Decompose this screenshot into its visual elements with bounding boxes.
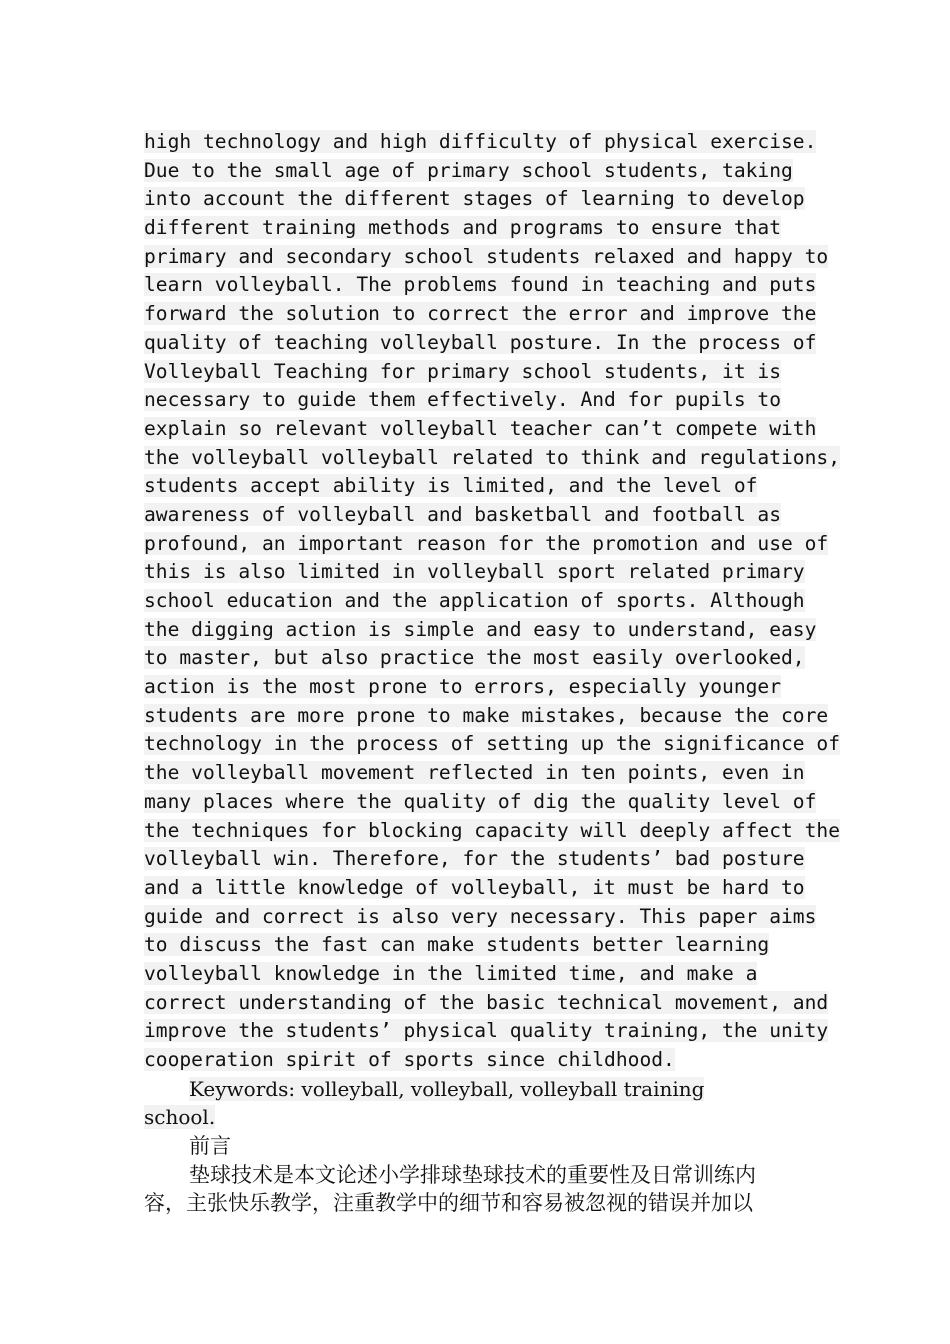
- body-text: [144, 128, 840, 1218]
- keywords-text-continued: school.: [144, 1105, 216, 1130]
- abstract-line-text: students are more prone to make mistakes, because the core: [144, 703, 829, 727]
- abstract-line-text: the volleyball volleyball related to think and regulations,: [144, 445, 840, 469]
- abstract-line: [144, 128, 824, 157]
- abstract-line-text: into account the different stages of learning to develop: [144, 187, 805, 211]
- abstract-line: [144, 702, 829, 731]
- abstract-line: [144, 616, 824, 645]
- abstract-line: [144, 960, 824, 989]
- abstract-line-text: this is also limited in volleyball sport related primary: [144, 560, 805, 584]
- abstract-line: [144, 185, 824, 214]
- abstract-line: [144, 358, 824, 387]
- abstract-line-text: technology in the process of setting up the significance of: [144, 732, 840, 756]
- abstract-line-text: the techniques for blocking capacity will deeply affect the: [144, 818, 840, 842]
- abstract-line: [144, 817, 840, 846]
- abstract-line-text: and a little knowledge of volleyball, it must be hard to: [144, 875, 805, 899]
- abstract-line: [144, 903, 824, 932]
- abstract-line-text: the digging action is simple and easy to understand, easy: [144, 617, 817, 641]
- abstract-line: [144, 444, 840, 473]
- abstract-line: [144, 271, 824, 300]
- abstract-line-text: explain so relevant volleyball teacher can’t compete with: [144, 416, 817, 440]
- section-heading: [144, 1132, 824, 1161]
- abstract-line-text: different training methods and programs to ensure that: [144, 216, 782, 240]
- abstract-line-text: correct understanding of the basic technical movement, and: [144, 990, 829, 1014]
- abstract-line-text: cooperation spirit of sports since childhood.: [144, 1048, 675, 1071]
- abstract-line-text: the volleyball movement reflected in ten points, even in: [144, 761, 805, 785]
- abstract-line: [144, 730, 840, 759]
- abstract-line-text: students accept ability is limited, and the level of: [144, 474, 758, 498]
- english-abstract: [144, 128, 840, 1075]
- abstract-line: [144, 644, 824, 673]
- chinese-paragraph-line: [144, 1161, 824, 1190]
- abstract-line: [144, 472, 824, 501]
- abstract-line-text: Volleyball Teaching for primary school students, it is: [144, 359, 782, 383]
- abstract-line-text: school education and the application of sports. Although: [144, 589, 805, 612]
- abstract-line: [144, 300, 824, 329]
- abstract-line-text: profound, an important reason for the promotion and use of: [144, 531, 829, 555]
- abstract-line: [144, 558, 824, 587]
- abstract-line: [144, 1017, 829, 1046]
- abstract-line: [144, 157, 824, 186]
- abstract-line: [144, 845, 824, 874]
- keywords-line: [144, 1075, 824, 1104]
- abstract-line: [144, 1046, 824, 1075]
- abstract-line: [144, 759, 824, 788]
- abstract-line-text: necessary to guide them effectively. And for pupils to: [144, 388, 782, 412]
- abstract-line: [144, 788, 824, 817]
- abstract-line-text: to master, but also practice the most easily overlooked,: [144, 646, 805, 670]
- abstract-line: [144, 243, 829, 272]
- chinese-paragraph-line: [144, 1189, 824, 1218]
- abstract-line-text: guide and correct is also very necessary. This paper aims: [144, 904, 817, 928]
- abstract-line-text: quality of teaching volleyball posture. In the process of: [144, 330, 817, 354]
- abstract-line: [144, 415, 824, 444]
- abstract-line-text: improve the students’ physical quality training, the unity: [144, 1019, 829, 1043]
- abstract-line: [144, 386, 824, 415]
- abstract-line-text: primary and secondary school students relaxed and happy to: [144, 244, 829, 268]
- abstract-line: [144, 214, 824, 243]
- keywords-line-continued: [144, 1103, 824, 1132]
- keywords-text: Keywords: volleyball, volleyball, volleyball training: [189, 1076, 705, 1101]
- abstract-line-text: volleyball knowledge in the limited time, and make a: [144, 961, 758, 985]
- abstract-line-text: action is the most prone to errors, especially younger: [144, 675, 782, 699]
- abstract-line-text: high technology and high difficulty of physical exercise.: [144, 130, 817, 153]
- abstract-line: [144, 587, 824, 616]
- abstract-line: [144, 673, 824, 702]
- abstract-line: [144, 931, 824, 960]
- abstract-line-text: awareness of volleyball and basketball and football as: [144, 502, 782, 526]
- abstract-line-text: Due to the small age of primary school students, taking: [144, 158, 793, 182]
- preface-heading: 前言: [189, 1134, 231, 1159]
- abstract-line-text: forward the solution to correct the error and improve the: [144, 302, 817, 326]
- preface-line-1: 垫球技术是本文论述小学排球垫球技术的重要性及日常训练内: [189, 1162, 756, 1187]
- abstract-line-text: many places where the quality of dig the quality level of: [144, 789, 817, 813]
- abstract-line-text: volleyball win. Therefore, for the students’ bad posture: [144, 847, 805, 871]
- abstract-line: [144, 530, 829, 559]
- abstract-line: [144, 501, 824, 530]
- abstract-line: [144, 329, 824, 358]
- abstract-line-text: to discuss the fast can make students better learning: [144, 933, 770, 957]
- abstract-line: [144, 989, 829, 1018]
- abstract-line: [144, 874, 824, 903]
- abstract-line-text: learn volleyball. The problems found in teaching and puts: [144, 273, 817, 297]
- preface-line-2: 容，主张快乐教学，注重教学中的细节和容易被忽视的错误并加以: [144, 1191, 753, 1216]
